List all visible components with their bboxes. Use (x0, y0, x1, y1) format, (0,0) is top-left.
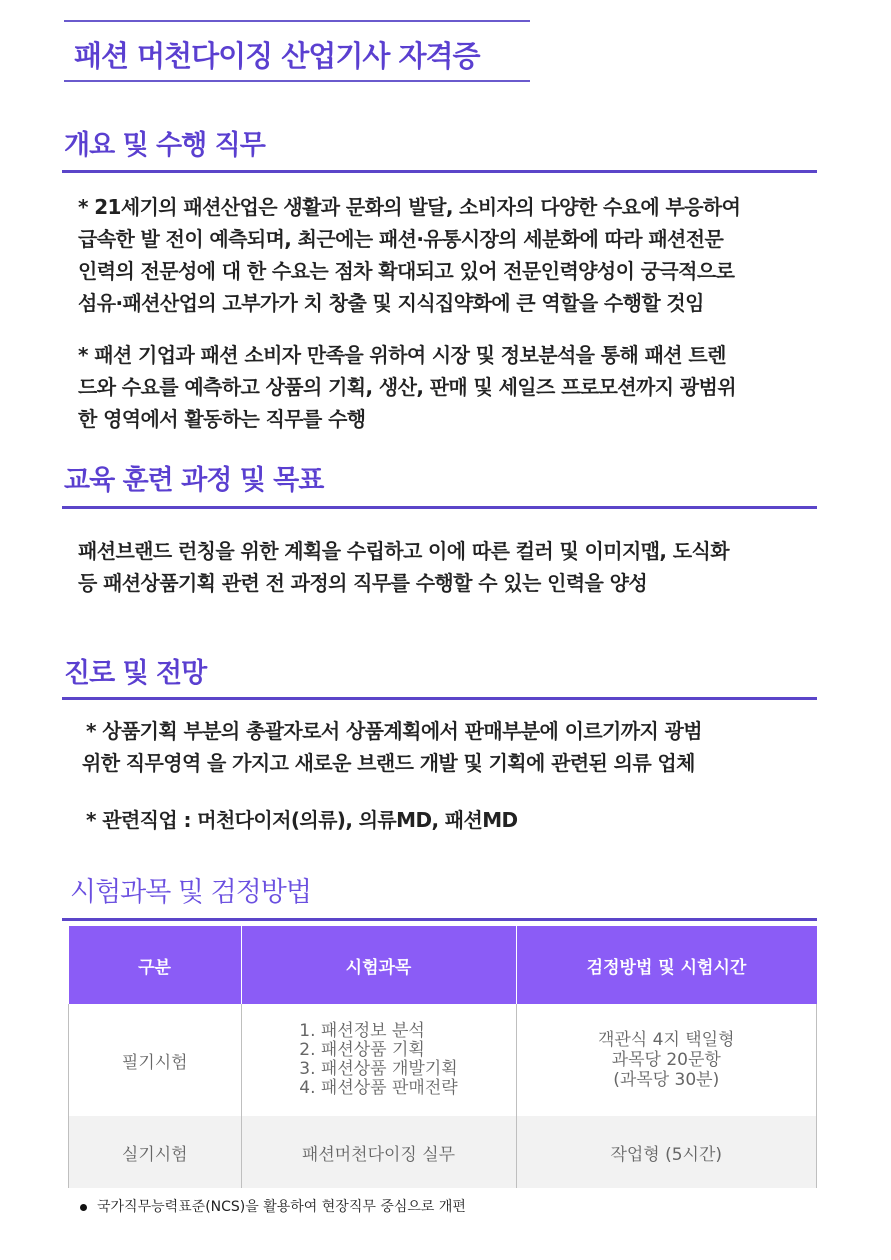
text-line: 패션브랜드 런칭을 위한 계획을 수립하고 이에 따른 컬러 및 이미지맵, 도식화 (78, 539, 729, 563)
bullet-icon (80, 1204, 87, 1211)
text-line: 등 패션상품기획 관련 전 과정의 직무를 수행할 수 있는 인력을 양성 (78, 571, 648, 595)
text-line: 섬유·패션산업의 고부가가 치 창출 및 지식집약화에 큰 역할을 수행할 것임 (78, 291, 704, 315)
exam-method-cell (516, 1004, 817, 1116)
method-line: 객관식 4지 택일형 (597, 1030, 735, 1050)
column-header: 검정방법 및 시험시간 (516, 926, 817, 1004)
section-career-title: 진로 및 전망 (64, 658, 207, 689)
column-header: 구분 (69, 926, 242, 1004)
exam-table (68, 926, 817, 1188)
text-line: * 관련직업 : 머천다이저(의류), 의류MD, 패션MD (86, 808, 518, 832)
text-line: 급속한 발 전이 예측되며, 최근에는 패션·유통시장의 세분화에 따라 패션전문 (78, 227, 724, 251)
overview-paragraph-1 (78, 191, 740, 319)
exam-method-cell: 작업형 (5시간) (516, 1116, 817, 1188)
subject-item: 1. 패션정보 분석 (299, 1021, 425, 1041)
text-line: * 패션 기업과 패션 소비자 만족을 위하여 시장 및 정보분석을 통해 패션 트렌 (78, 343, 726, 367)
page-title-box (64, 20, 530, 82)
table-header-row (69, 926, 817, 1004)
section-training-header (62, 452, 817, 509)
text-line: 위한 직무영역 을 가지고 새로운 브랜드 개발 및 기획에 관련된 의류 업체 (82, 751, 695, 775)
table-row (69, 1116, 817, 1188)
section-overview-title: 개요 및 수행 직무 (64, 130, 265, 161)
section-training-title: 교육 훈련 과정 및 목표 (64, 465, 324, 496)
subject-item: 2. 패션상품 기획 (299, 1040, 425, 1060)
section-exam-title: 시험과목 및 검정방법 (70, 877, 311, 908)
exam-subjects-cell (241, 1004, 516, 1116)
exam-type-cell: 필기시험 (69, 1004, 242, 1116)
section-career-header (62, 645, 817, 700)
page-title: 패션 머천다이징 산업기사 자격증 (74, 39, 480, 73)
footnote-text: 국가직무능력표준(NCS)을 활용하여 현장직무 중심으로 개편 (97, 1199, 466, 1215)
method-line: 과목당 20문항 (611, 1050, 721, 1070)
section-overview-header (62, 118, 817, 173)
text-line: 한 영역에서 활동하는 직무를 수행 (78, 407, 366, 431)
training-paragraph (78, 535, 729, 599)
exam-subjects-cell: 패션머천다이징 실무 (241, 1116, 516, 1188)
text-line: 드와 수요를 예측하고 상품의 기획, 생산, 판매 및 세일즈 프로모션까지 광범위 (78, 375, 736, 399)
subject-item: 4. 패션상품 판매전략 (299, 1078, 458, 1098)
career-paragraph-2 (86, 804, 518, 836)
column-header: 시험과목 (241, 926, 516, 1004)
table-row (69, 1004, 817, 1116)
section-exam-header (62, 862, 817, 921)
overview-paragraph-2 (78, 339, 736, 435)
subject-item: 3. 패션상품 개발기획 (299, 1059, 458, 1079)
text-line: 인력의 전문성에 대 한 수요는 점차 확대되고 있어 전문인력양성이 궁극적으로 (78, 259, 735, 283)
exam-type-cell: 실기시험 (69, 1116, 242, 1188)
career-paragraph-1 (82, 715, 702, 779)
text-line: * 상품기획 부분의 총괄자로서 상품계획에서 판매부분에 이르기까지 광범 (86, 719, 702, 743)
footnote (80, 1196, 466, 1216)
method-line: (과목당 30분) (613, 1070, 720, 1090)
text-line: * 21세기의 패션산업은 생활과 문화의 발달, 소비자의 다양한 수요에 부응하여 (78, 195, 741, 219)
